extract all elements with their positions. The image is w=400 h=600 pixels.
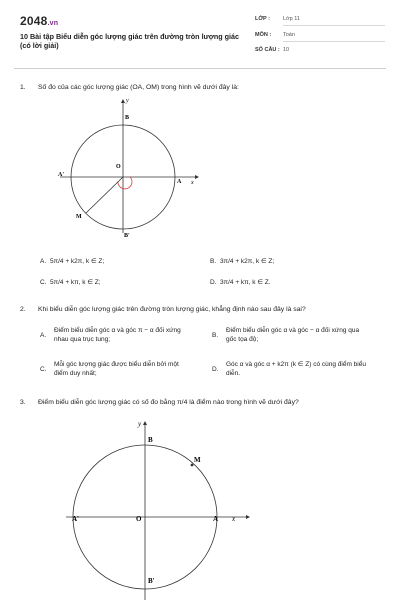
point-m [191, 464, 194, 467]
label-b: B [125, 115, 130, 121]
header-divider [14, 68, 386, 69]
option-letter: C. [40, 279, 47, 286]
option-text: 5π/4 + k2π, k ∈ Z; [50, 258, 105, 265]
document-title: 10 Bài tập Biểu diễn góc lượng giác trên đường tròn lượng giác (có lời giải) [20, 32, 240, 50]
y-axis-arrow-icon [121, 99, 125, 103]
question-number: 2. [20, 306, 26, 313]
option-letter: B. [210, 258, 217, 265]
meta-count-value: 10 [283, 47, 290, 53]
x-axis-arrow-icon [246, 515, 250, 519]
option-letter: D. [212, 366, 219, 373]
document-header [0, 0, 400, 70]
y-axis-arrow-icon [143, 421, 147, 425]
label-o: O [116, 164, 121, 170]
meta-class-key: LỚP : [255, 16, 270, 22]
label-a-prime: A' [58, 172, 64, 178]
label-a: A [177, 179, 182, 185]
meta-subject [255, 32, 385, 44]
logo-text: 2048 [20, 14, 48, 28]
label-m: M [194, 456, 201, 464]
meta-count-key: SỐ CÂU : [255, 47, 280, 53]
question-number: 1. [20, 84, 26, 91]
label-a: A [213, 515, 219, 523]
label-b: B [148, 436, 153, 444]
option-letter: A. [40, 332, 47, 339]
unit-circle-figure-1 [40, 95, 220, 240]
x-axis-arrow-icon [195, 175, 199, 179]
question-text: Điểm biểu diễn góc lượng giác có số đo bằng π/4 là điểm nào trong hình vẽ dưới đây? [38, 399, 299, 406]
label-y: y [138, 420, 142, 428]
label-y: y [126, 98, 129, 104]
option-letter: C. [40, 366, 47, 373]
question-number: 3. [20, 399, 26, 406]
option-text: Mỗi góc lượng giác được biểu diễn bởi một điểm duy nhất; [54, 361, 179, 377]
meta-count [255, 47, 385, 59]
option-letter: B. [212, 332, 219, 339]
question-text: Số đo của các góc lượng giác (OA, OM) trong hình vẽ dưới đây là: [38, 84, 239, 91]
label-m: M [76, 214, 82, 220]
option-text: 3π/4 + k2π, k ∈ Z; [220, 258, 275, 265]
label-o: O [136, 515, 142, 523]
option-letter: D. [210, 279, 217, 286]
option-text: Góc α và góc α + k2π (k ∈ Z) có cùng điểm biểu diễn. [226, 361, 366, 377]
site-logo[interactable] [20, 14, 58, 28]
label-x: x [232, 515, 236, 523]
option-text: 5π/4 + kπ, k ∈ Z; [50, 279, 101, 286]
meta-subject-key: MÔN : [255, 32, 272, 38]
unit-circle-figure-2 [60, 415, 260, 600]
option-text: Điểm biểu diễn góc α và góc π − α đối xứng nhau qua trục tung; [54, 327, 181, 343]
option-letter: A. [40, 258, 47, 265]
logo-suffix: .vn [47, 20, 59, 27]
option-text: Điểm biểu diễn góc α và góc − α đối xứng qua gốc tọa độ; [226, 327, 360, 343]
label-a-prime: A' [72, 515, 79, 523]
label-b-prime: B' [148, 577, 155, 585]
label-b-prime: B' [124, 233, 130, 239]
meta-class [255, 16, 385, 28]
meta-subject-value: Toán [283, 32, 295, 38]
segment-om [86, 177, 123, 213]
option-text: 3π/4 + kπ, k ∈ Z. [220, 279, 271, 286]
question-text: Khi biểu diễn góc lượng giác trên đường tròn lượng giác, khẳng định nào sau đây là sai? [38, 306, 306, 313]
angle-arc [118, 177, 132, 189]
meta-class-value: Lớp 11 [283, 16, 300, 22]
label-x: x [191, 180, 194, 186]
